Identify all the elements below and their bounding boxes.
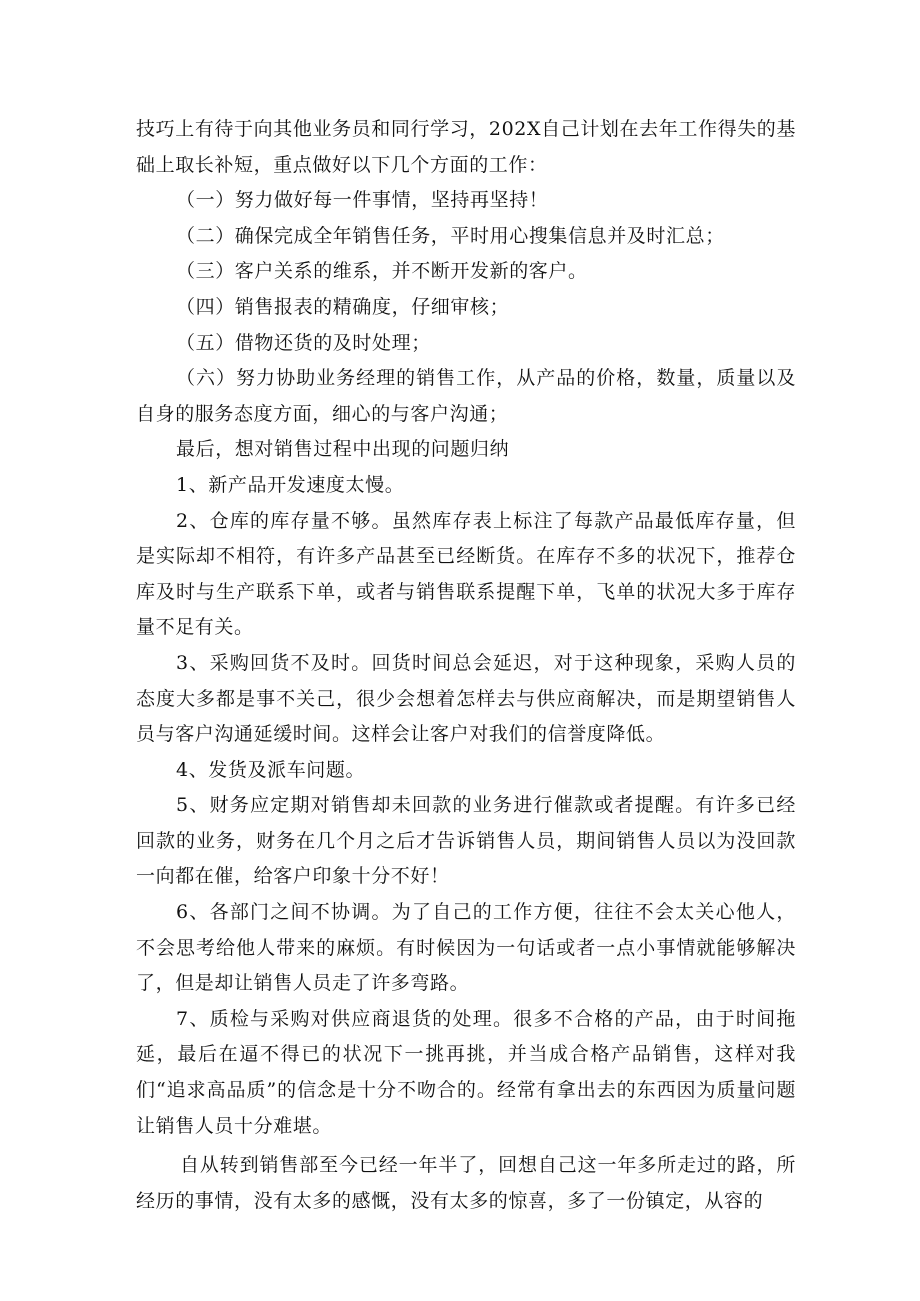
plan-item-3: （三）客户关系的维系，并不断开发新的客户。: [176, 260, 588, 283]
paragraph-intro-continued: 技巧上有待于向其他业务员和同行学习，202X自己计划在去年工作得失的基础上取长补短，重点做好以下几个方面的工作：: [136, 118, 796, 176]
plan-item-1: （一）努力做好每一件事情，坚持再坚持！: [176, 189, 549, 212]
plan-item-2: （二）确保完成全年销售任务，平时用心搜集信息并及时汇总；: [176, 224, 725, 247]
problem-item-3: 3、采购回货不及时。回货时间总会延迟，对于这种现象，采购人员的态度大多都是事不关己，很少会想着怎样去与供应商解决，而是期望销售人员与客户沟通延缓时间。这样会让客户对我们的信誉度降低。: [136, 651, 796, 746]
plan-item-5: （五）借物还货的及时处理；: [176, 331, 431, 354]
problem-item-6: 6、各部门之间不协调。为了自己的工作方便，往往不会太关心他人，不会思考给他人带来的麻烦。有时候因为一句话或者一点小事情就能够解决了，但是却让销售人员走了许多弯路。: [136, 901, 796, 995]
problem-item-2: 2、仓库的库存量不够。虽然库存表上标注了每款产品最低库存量，但是实际却不相符，有许多产品甚至已经断货。在库存不多的状况下，推荐仓库及时与生产联系下单，或者与销售联系提醒下单，飞单的状况大多于库存量不足有关。: [136, 509, 796, 639]
problem-item-7: 7、质检与采购对供应商退货的处理。很多不合格的产品，由于时间拖延，最后在逼不得已的状况下一挑再挑，并当成合格产品销售，这样对我们“追求高品质”的信念是十分不吻合的。经常有拿出去的东西因为质量问题让销售人员十分难堪。: [136, 1007, 796, 1137]
plan-item-6: （六）努力协助业务经理的销售工作，从产品的价格，数量，质量以及自身的服务态度方面，细心的与客户沟通；: [136, 367, 796, 425]
plan-item-4: （四）销售报表的精确度，仔细审核；: [176, 295, 510, 318]
problem-item-1: 1、新产品开发速度太慢。: [176, 473, 405, 496]
document-body: [136, 112, 796, 1219]
problem-item-5: 5、财务应定期对销售却未回款的业务进行催款或者提醒。有许多已经回款的业务，财务在几个月之后才告诉销售人员，期间销售人员以为没回款一向都在催，给客户印象十分不好！: [136, 794, 796, 888]
problems-intro: 最后，想对销售过程中出现的问题归纳: [176, 438, 510, 461]
problem-item-4: 4、发货及派车问题。: [176, 758, 366, 781]
closing-paragraph: 自从转到销售部至今已经一年半了，回想自己这一年多所走过的路，所经历的事情，没有太多的感慨，没有太多的惊喜，多了一份镇定，从容的: [136, 1154, 796, 1212]
